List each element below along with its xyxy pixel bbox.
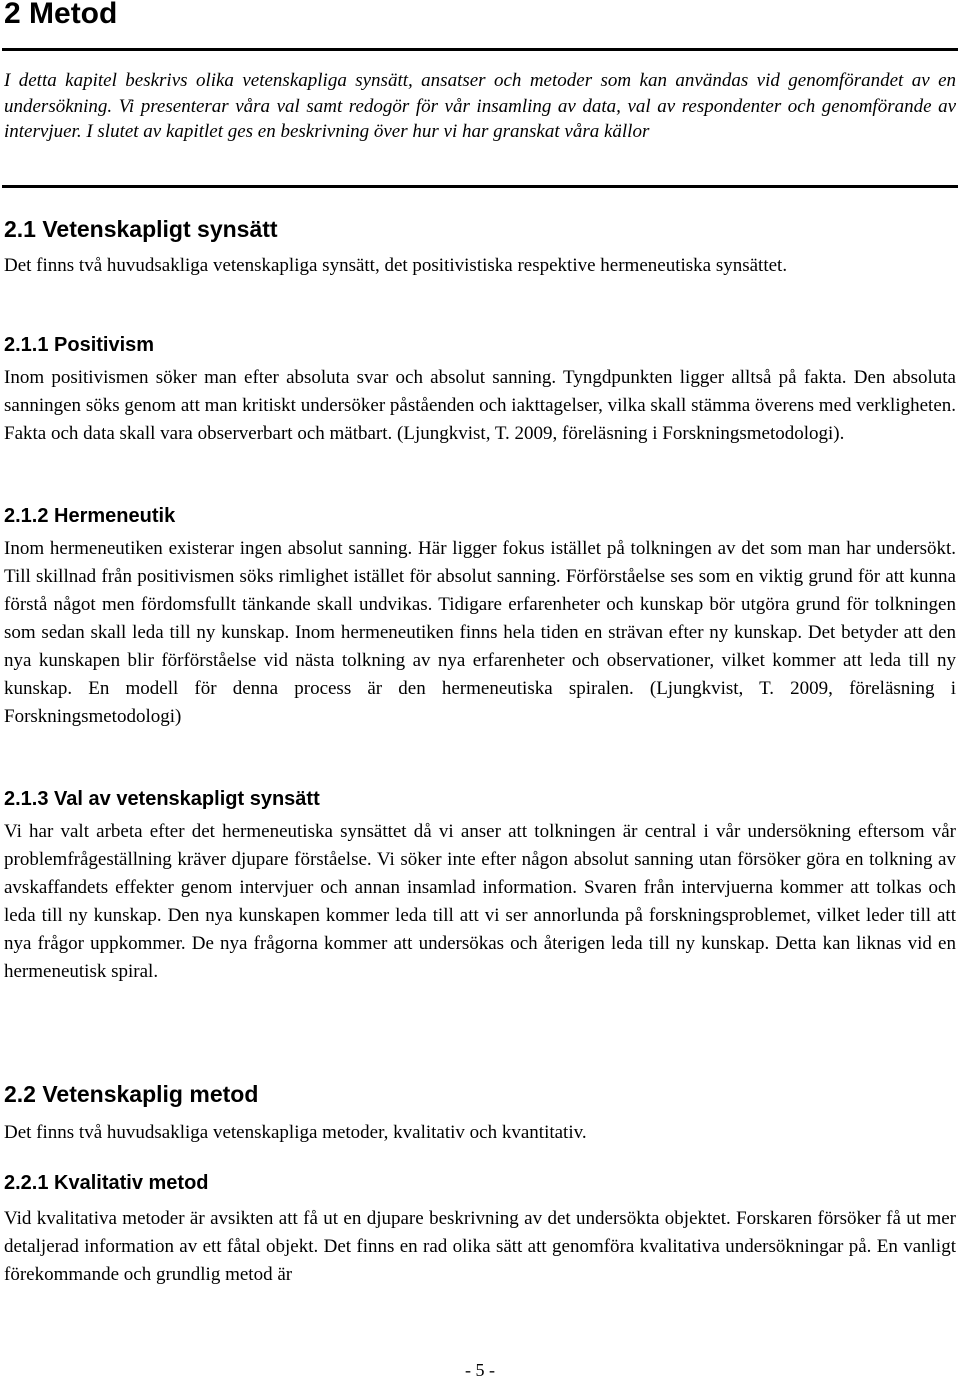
section-text-2-1-3: Vi har valt arbeta efter det hermeneutiska synsättet då vi anser att tolkningen är central i vår undersökning eftersom vår problemfrågeställning kräver djupare förståelse. Vi söker inte efter någon absolut sanning utan försöker göra en tolkning av avskaffandets effekter genom intervjuer och annan insamlad information. Svaren från intervjuerna kommer att tolkas och leda till ny kunskap. Den nya kunskapen kommer leda till att vi ser annorlunda på forskningsproblemet, vilket leder till att nya frågor uppkommer. De nya frågorna kommer att undersökas och återigen leda till ny kunskap. Detta kan liknas vid en hermeneutisk spiral. [4, 821, 956, 982]
page-number: - 5 - [465, 1360, 495, 1380]
chapter-intro: I detta kapitel beskrivs olika vetenskapliga synsätt, ansatser och metoder som kan användas vid genomförandet av en undersökning. Vi presenterar våra val samt redogör för vår insamling av data, val av respondenter och genomförande av intervjuer. I slutet av kapitlet ges en beskrivning över hur vi har granskat våra källor [4, 70, 956, 142]
section-heading-2-1: 2.1 Vetenskapligt synsätt [4, 216, 278, 242]
section-text-2-2: Det finns två huvudsakliga vetenskapliga metoder, kvalitativ och kvantitativ. [4, 1122, 587, 1143]
section-text-2-1-2: Inom hermeneutiken existerar ingen absolut sanning. Här ligger fokus istället på tolkningen av det som man har undersökt. Till skillnad från positivismen söks rimlighet istället för absolut sanning. Förförståelse ses som en viktig grund för att kunna förstå något men fördomsfullt tänkande skall undvikas. Tidigare erfarenheter och kunskap bör utgöra grund för tolkningen som sedan skall leda till ny kunskap. Inom hermeneutiken finns hela tiden en strävan efter ny kunskap. Det betyder att den nya kunskapen blir förförståelse vid nästa tolkning av nya erfarenheter och observationer, vilket kommer att leda till ny kunskap. En modell för denna process är den hermeneutiska spiralen. (Ljungkvist, T. 2009, föreläsning i Forskningsmetodologi) [4, 538, 956, 727]
section-text-2-1-1: Inom positivismen söker man efter absoluta svar och absolut sanning. Tyngdpunkten ligger alltså på fakta. Den absoluta sanningen söks genom att man kritiskt undersöker påståenden och iakttagelser, vilka skall stämma överens med verkligheten. Fakta och data skall vara observerbart och mätbart. (Ljungkvist, T. 2009, föreläsning i Forskningsmetodologi). [4, 367, 956, 444]
section-heading-2-1-3: 2.1.3 Val av vetenskapligt synsätt [4, 788, 320, 810]
section-heading-2-2-1: 2.2.1 Kvalitativ metod [4, 1172, 209, 1194]
section-heading-2-1-2: 2.1.2 Hermeneutik [4, 505, 176, 527]
section-text-2-1: Det finns två huvudsakliga vetenskapliga synsätt, det positivistiska respektive hermeneutiska synsättet. [4, 255, 788, 276]
section-text-2-2-1: Vid kvalitativa metoder är avsikten att få ut en djupare beskrivning av det undersökta objektet. Forskaren försöker få ut mer detaljerad information av ett fåtal objekt. Det finns en rad olika sätt att genomföra kvalitativa undersökningar på. En vanligt förekommande och grundlig metod är [4, 1208, 956, 1285]
top-rule [2, 48, 958, 51]
bottom-rule [2, 185, 958, 188]
section-heading-2-1-1: 2.1.1 Positivism [4, 334, 155, 356]
chapter-title: 2 Metod [4, 0, 118, 30]
section-heading-2-2: 2.2 Vetenskaplig metod [4, 1081, 259, 1107]
